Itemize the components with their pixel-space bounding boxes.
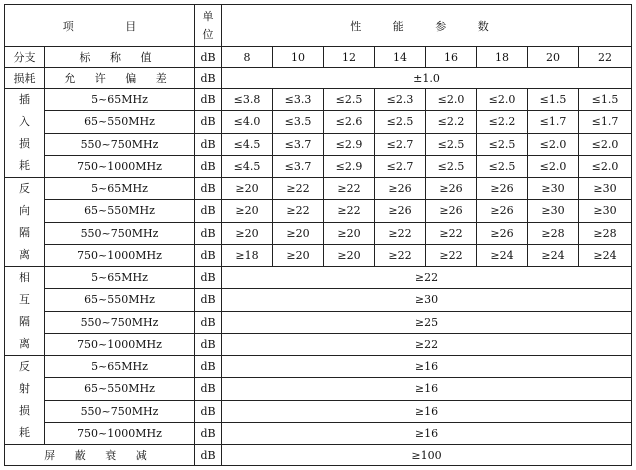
value-cell: ≤4.5 [222, 133, 273, 155]
branch-loss-label-line2: 损耗 [5, 68, 45, 89]
return-loss-label [5, 356, 45, 445]
unit-cell: dB [195, 289, 222, 311]
nominal-unit: dB [195, 47, 222, 68]
mutual-isolation-row [5, 289, 632, 311]
unit-cell: dB [195, 244, 222, 266]
value-cell: ≥24 [528, 244, 579, 266]
value-cell: ≤2.2 [477, 111, 528, 133]
unit-cell: dB [195, 133, 222, 155]
band-label: 5~65MHz [45, 356, 195, 378]
value-cell: ≥18 [222, 244, 273, 266]
value-cell: ≥26 [477, 200, 528, 222]
unit-cell: dB [195, 89, 222, 111]
merged-value: ≥22 [222, 333, 632, 355]
return-loss-row [5, 378, 632, 400]
merged-value: ≥22 [222, 267, 632, 289]
value-cell: ≥26 [426, 200, 477, 222]
shielding-unit: dB [195, 445, 222, 466]
branch-tolerance-row [5, 68, 632, 89]
mutual-isolation-row [5, 311, 632, 333]
band-label: 5~65MHz [45, 267, 195, 289]
shielding-row [5, 445, 632, 466]
value-cell: ≤3.7 [273, 155, 324, 177]
value-cell: ≥26 [375, 178, 426, 200]
value-cell: ≤2.5 [375, 111, 426, 133]
value-cell: ≤3.3 [273, 89, 324, 111]
model-10: 10 [273, 47, 324, 68]
value-cell: ≤1.7 [528, 111, 579, 133]
value-cell: ≥28 [579, 222, 632, 244]
band-label: 750~1000MHz [45, 244, 195, 266]
unit-cell: dB [195, 378, 222, 400]
group-char: 互 [19, 293, 30, 306]
value-cell: ≤2.0 [477, 89, 528, 111]
value-cell: ≥22 [375, 244, 426, 266]
group-char: 损 [19, 137, 30, 150]
band-label: 65~550MHz [45, 200, 195, 222]
value-cell: ≤3.5 [273, 111, 324, 133]
insertion-loss-row [5, 89, 632, 111]
merged-value: ≥30 [222, 289, 632, 311]
value-cell: ≤2.5 [477, 133, 528, 155]
unit-cell: dB [195, 178, 222, 200]
group-char: 耗 [19, 159, 30, 172]
return-loss-row [5, 422, 632, 444]
group-char: 插 [19, 93, 30, 106]
value-cell: ≥26 [426, 178, 477, 200]
reverse-isolation-label [5, 178, 45, 267]
value-cell: ≥20 [324, 244, 375, 266]
merged-value: ≥16 [222, 422, 632, 444]
value-cell: ≤2.3 [375, 89, 426, 111]
group-char: 入 [19, 115, 30, 128]
model-8: 8 [222, 47, 273, 68]
tolerance-label: 允 许 偏 差 [45, 68, 195, 89]
value-cell: ≤2.7 [375, 133, 426, 155]
insertion-loss-row [5, 155, 632, 177]
value-cell: ≥22 [273, 178, 324, 200]
value-cell: ≥22 [324, 178, 375, 200]
branch-nominal-row [5, 47, 632, 68]
value-cell: ≥30 [579, 200, 632, 222]
value-cell: ≤4.0 [222, 111, 273, 133]
model-20: 20 [528, 47, 579, 68]
value-cell: ≥20 [324, 222, 375, 244]
mutual-isolation-row [5, 333, 632, 355]
header-unit-line2: 位 [202, 27, 214, 41]
tolerance-value: ±1.0 [222, 68, 632, 89]
band-label: 550~750MHz [45, 133, 195, 155]
insertion-loss-label [5, 89, 45, 178]
reverse-isolation-row [5, 178, 632, 200]
insertion-loss-row [5, 133, 632, 155]
value-cell: ≤2.5 [426, 155, 477, 177]
mutual-isolation-row [5, 267, 632, 289]
unit-cell: dB [195, 356, 222, 378]
header-item: 项 目 [5, 5, 195, 47]
group-char: 耗 [19, 426, 30, 439]
value-cell: ≤3.8 [222, 89, 273, 111]
model-18: 18 [477, 47, 528, 68]
value-cell: ≤3.7 [273, 133, 324, 155]
value-cell: ≤2.0 [579, 155, 632, 177]
value-cell: ≥20 [273, 222, 324, 244]
branch-loss-label-line1: 分支 [5, 47, 45, 68]
value-cell: ≥20 [222, 200, 273, 222]
merged-value: ≥25 [222, 311, 632, 333]
group-char: 向 [19, 204, 30, 217]
value-cell: ≤2.5 [426, 133, 477, 155]
shielding-value: ≥100 [222, 445, 632, 466]
spec-table [4, 4, 632, 466]
value-cell: ≤2.9 [324, 155, 375, 177]
value-cell: ≥22 [426, 244, 477, 266]
value-cell: ≥20 [273, 244, 324, 266]
band-label: 550~750MHz [45, 400, 195, 422]
value-cell: ≤2.5 [477, 155, 528, 177]
band-label: 750~1000MHz [45, 155, 195, 177]
reverse-isolation-row [5, 200, 632, 222]
model-16: 16 [426, 47, 477, 68]
shielding-label: 屏 蔽 衰 减 [5, 445, 195, 466]
insertion-loss-row [5, 111, 632, 133]
header-performance: 性 能 参 数 [222, 5, 632, 47]
group-char: 射 [19, 382, 30, 395]
group-char: 离 [19, 337, 30, 350]
merged-value: ≥16 [222, 378, 632, 400]
value-cell: ≥26 [375, 200, 426, 222]
tolerance-unit: dB [195, 68, 222, 89]
unit-cell: dB [195, 311, 222, 333]
return-loss-row [5, 400, 632, 422]
value-cell: ≥22 [273, 200, 324, 222]
band-label: 550~750MHz [45, 222, 195, 244]
value-cell: ≥22 [324, 200, 375, 222]
value-cell: ≤2.0 [579, 133, 632, 155]
value-cell: ≥24 [579, 244, 632, 266]
unit-cell: dB [195, 111, 222, 133]
band-label: 5~65MHz [45, 89, 195, 111]
group-char: 相 [19, 271, 30, 284]
header-unit-line1: 单 [202, 9, 214, 23]
header-row [5, 5, 632, 47]
value-cell: ≥22 [375, 222, 426, 244]
value-cell: ≤2.0 [528, 155, 579, 177]
value-cell: ≤2.6 [324, 111, 375, 133]
value-cell: ≤2.0 [426, 89, 477, 111]
reverse-isolation-row [5, 244, 632, 266]
value-cell: ≥20 [222, 178, 273, 200]
group-char: 反 [19, 182, 30, 195]
merged-value: ≥16 [222, 356, 632, 378]
model-22: 22 [579, 47, 632, 68]
value-cell: ≥30 [528, 178, 579, 200]
value-cell: ≥26 [477, 222, 528, 244]
band-label: 65~550MHz [45, 289, 195, 311]
group-char: 离 [19, 248, 30, 261]
unit-cell: dB [195, 200, 222, 222]
model-14: 14 [375, 47, 426, 68]
band-label: 5~65MHz [45, 178, 195, 200]
value-cell: ≤1.5 [528, 89, 579, 111]
value-cell: ≥22 [426, 222, 477, 244]
value-cell: ≥26 [477, 178, 528, 200]
mutual-isolation-label [5, 267, 45, 356]
nominal-label: 标 称 值 [45, 47, 195, 68]
unit-cell: dB [195, 155, 222, 177]
band-label: 750~1000MHz [45, 422, 195, 444]
band-label: 65~550MHz [45, 111, 195, 133]
value-cell: ≥28 [528, 222, 579, 244]
value-cell: ≤2.7 [375, 155, 426, 177]
unit-cell: dB [195, 400, 222, 422]
band-label: 750~1000MHz [45, 333, 195, 355]
group-char: 隔 [19, 315, 30, 328]
value-cell: ≤2.9 [324, 133, 375, 155]
unit-cell: dB [195, 333, 222, 355]
band-label: 550~750MHz [45, 311, 195, 333]
value-cell: ≥30 [528, 200, 579, 222]
model-12: 12 [324, 47, 375, 68]
value-cell: ≤2.5 [324, 89, 375, 111]
unit-cell: dB [195, 267, 222, 289]
value-cell: ≤2.0 [528, 133, 579, 155]
group-char: 隔 [19, 226, 30, 239]
value-cell: ≤2.2 [426, 111, 477, 133]
value-cell: ≤1.5 [579, 89, 632, 111]
group-char: 损 [19, 404, 30, 417]
header-unit [195, 5, 222, 47]
group-char: 反 [19, 360, 30, 373]
value-cell: ≥24 [477, 244, 528, 266]
value-cell: ≥20 [222, 222, 273, 244]
band-label: 65~550MHz [45, 378, 195, 400]
return-loss-row [5, 356, 632, 378]
merged-value: ≥16 [222, 400, 632, 422]
value-cell: ≤1.7 [579, 111, 632, 133]
unit-cell: dB [195, 422, 222, 444]
unit-cell: dB [195, 222, 222, 244]
value-cell: ≤4.5 [222, 155, 273, 177]
value-cell: ≥30 [579, 178, 632, 200]
reverse-isolation-row [5, 222, 632, 244]
